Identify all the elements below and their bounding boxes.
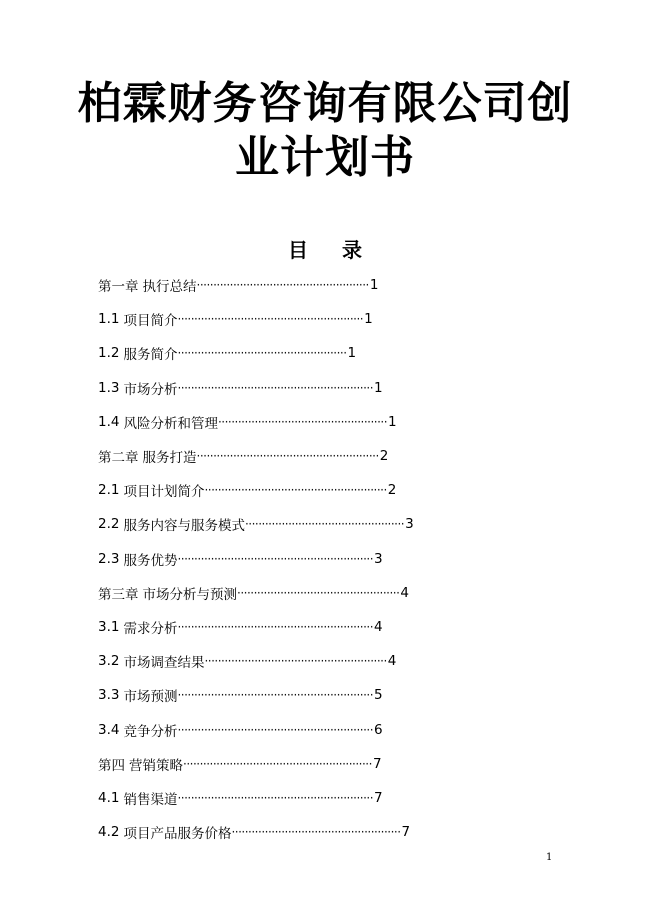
toc-entry-page: 7 xyxy=(374,789,383,806)
toc-leader-dots: ···················································· xyxy=(196,278,369,293)
toc-entry-page: 3 xyxy=(374,550,383,567)
toc-entry-label: 服务内容与服务模式 xyxy=(123,518,245,535)
toc-entry[interactable] xyxy=(98,747,498,781)
toc-entry-page: 2 xyxy=(379,448,389,465)
toc-entry-page: 2 xyxy=(387,482,397,499)
toc-entry-number: 3.3 xyxy=(98,687,120,704)
toc-entry-page: 3 xyxy=(405,516,414,533)
toc-entry-page: 1 xyxy=(364,311,373,328)
toc-entry-number: 2.1 xyxy=(98,482,120,499)
toc-entry[interactable] xyxy=(98,542,498,576)
table-of-contents xyxy=(98,268,498,849)
toc-entry-page: 5 xyxy=(374,687,383,704)
toc-entry-number: 3.4 xyxy=(98,721,120,738)
toc-entry-number: 第二章 xyxy=(98,450,139,467)
toc-entry-number: 1.4 xyxy=(98,413,120,430)
toc-entry-page: 1 xyxy=(347,345,357,362)
toc-leader-dots: ······················································· xyxy=(204,483,387,498)
toc-entry-label: 市场分析与预测 xyxy=(142,586,237,603)
toc-leader-dots: ··························································· xyxy=(177,688,374,703)
toc-entry-page: 1 xyxy=(369,277,379,294)
toc-entry-label: 竞争分析 xyxy=(123,723,178,740)
toc-entry-label: 销售渠道 xyxy=(123,791,178,808)
toc-entry[interactable] xyxy=(98,371,498,405)
toc-entry[interactable] xyxy=(98,507,498,541)
toc-entry-label: 服务优势 xyxy=(123,552,178,569)
toc-entry-label: 服务打造 xyxy=(142,450,197,467)
toc-entry-label: 项目简介 xyxy=(123,313,178,330)
toc-entry-label: 市场调查结果 xyxy=(123,655,205,672)
toc-entry-label: 项目产品服务价格 xyxy=(123,826,232,843)
toc-entry-label: 项目计划简介 xyxy=(123,484,205,501)
toc-leader-dots: ······················································· xyxy=(196,449,379,464)
toc-entry-page: 4 xyxy=(374,618,383,635)
toc-entry[interactable] xyxy=(98,439,498,473)
toc-heading-right: 录 xyxy=(342,238,362,262)
toc-entry[interactable] xyxy=(98,712,498,746)
toc-entry-number: 3.1 xyxy=(98,618,120,635)
document-title-line-2: 业计划书 xyxy=(235,132,415,183)
toc-leader-dots: ··················································· xyxy=(231,825,401,840)
toc-entry[interactable] xyxy=(98,302,498,336)
toc-leader-dots: ··························································· xyxy=(177,619,374,634)
toc-leader-dots: ························································· xyxy=(183,756,372,771)
toc-leader-dots: ························································ xyxy=(177,312,364,327)
toc-entry-number: 1.1 xyxy=(98,311,120,328)
toc-leader-dots: ······················································· xyxy=(204,654,387,669)
toc-entry-label: 市场分析 xyxy=(123,381,178,398)
toc-entry[interactable] xyxy=(98,473,498,507)
toc-entry[interactable] xyxy=(98,268,498,302)
toc-entry[interactable] xyxy=(98,678,498,712)
toc-entry[interactable] xyxy=(98,576,498,610)
toc-entry[interactable] xyxy=(98,815,498,849)
toc-leader-dots: ················································ xyxy=(244,517,405,532)
toc-leader-dots: ················································· xyxy=(237,585,400,600)
toc-entry-label: 需求分析 xyxy=(123,620,178,637)
toc-entry-label: 服务简介 xyxy=(123,347,178,364)
toc-heading xyxy=(0,236,650,264)
toc-entry-number: 第一章 xyxy=(98,279,139,296)
toc-entry[interactable] xyxy=(98,405,498,439)
toc-leader-dots: ··················································· xyxy=(177,346,347,361)
toc-entry[interactable] xyxy=(98,644,498,678)
toc-leader-dots: ··························································· xyxy=(177,722,374,737)
toc-leader-dots: ··················································· xyxy=(217,414,388,429)
toc-leader-dots: ··························································· xyxy=(177,551,374,566)
toc-entry-page: 6 xyxy=(374,721,383,738)
toc-entry[interactable] xyxy=(98,781,498,815)
toc-leader-dots: ··························································· xyxy=(177,380,374,395)
toc-entry-number: 2.3 xyxy=(98,550,120,567)
toc-entry-number: 3.2 xyxy=(98,653,120,670)
toc-entry[interactable] xyxy=(98,336,498,370)
toc-entry-number: 第四 xyxy=(98,757,125,774)
toc-entry-number: 1.2 xyxy=(98,345,120,362)
toc-entry-number: 4.1 xyxy=(98,789,120,806)
toc-heading-left: 目 xyxy=(288,238,308,262)
toc-entry-number: 1.3 xyxy=(98,379,120,396)
toc-entry-label: 风险分析和管理 xyxy=(123,415,218,432)
toc-entry-page: 7 xyxy=(401,824,411,841)
toc-entry-label: 市场预测 xyxy=(123,689,178,706)
toc-entry-page: 4 xyxy=(400,584,410,601)
page-number: 1 xyxy=(546,852,553,863)
toc-leader-dots: ··························································· xyxy=(177,790,374,805)
toc-entry-page: 7 xyxy=(372,755,382,772)
toc-entry-label: 执行总结 xyxy=(142,279,197,296)
toc-entry-number: 2.2 xyxy=(98,516,120,533)
toc-entry[interactable] xyxy=(98,610,498,644)
toc-entry-page: 1 xyxy=(388,413,397,430)
toc-entry-number: 4.2 xyxy=(98,824,120,841)
toc-entry-number: 第三章 xyxy=(98,586,139,603)
toc-entry-label: 营销策略 xyxy=(129,757,183,774)
document-title-line-1: 柏霖财务咨询有限公司创 xyxy=(77,78,573,129)
toc-entry-page: 4 xyxy=(387,653,397,670)
toc-entry-page: 1 xyxy=(374,379,383,396)
